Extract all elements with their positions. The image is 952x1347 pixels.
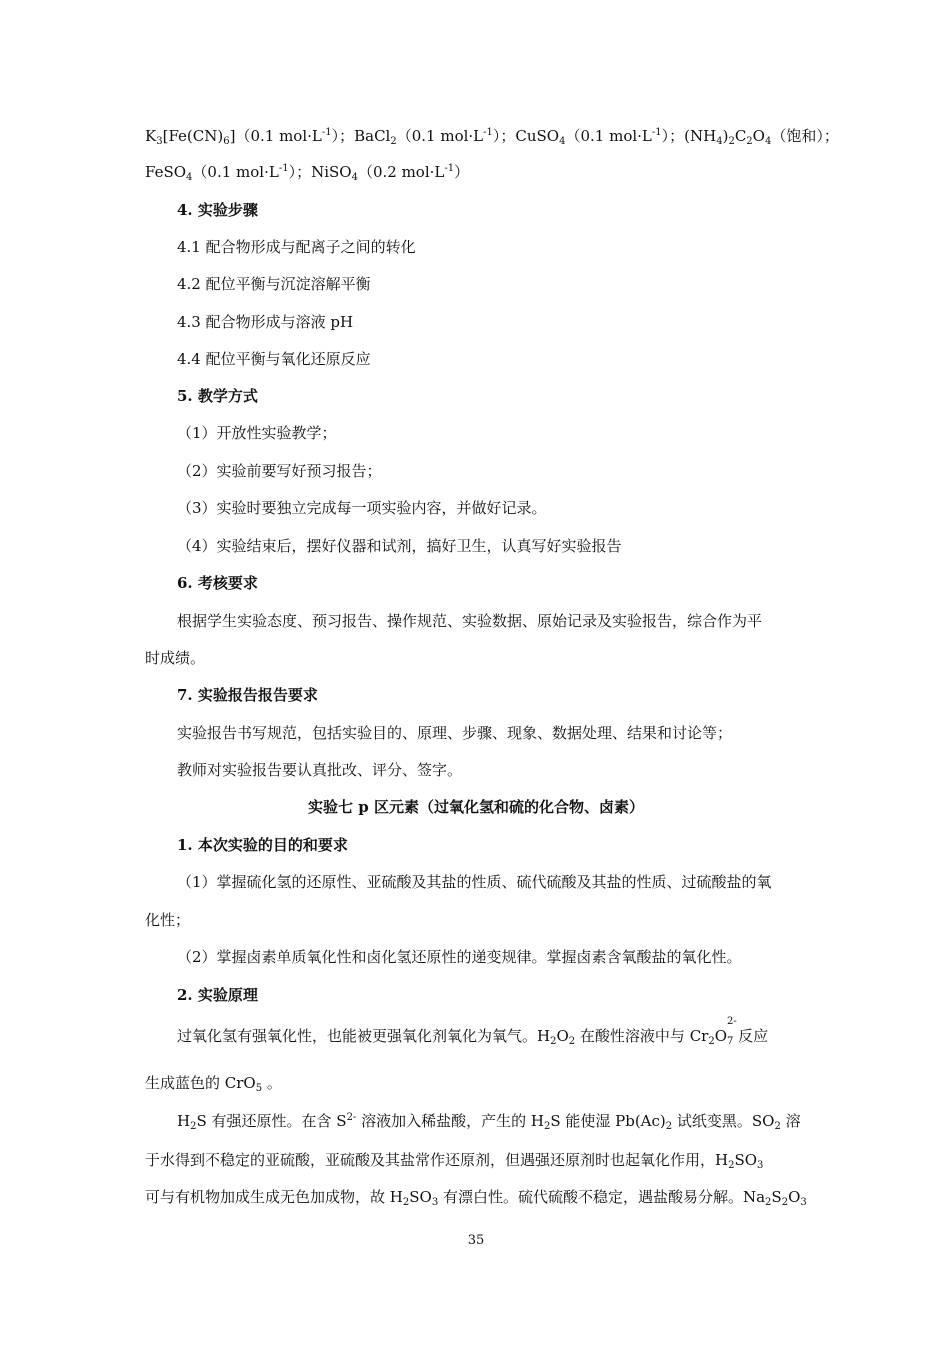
exp7-s1-line-2: 化性；	[145, 911, 191, 929]
exp7-section-1-heading: 1. 本次实验的目的和要求	[177, 836, 348, 854]
exp7-principle-para-2-line-1: $H_2S$ 有强还原性。在含 $S^{2-}$ 溶液加入稀盐酸，产生的 $H_2S$ 能使湿 $Pb(Ac)_2$ 试纸变黑。$SO_2$ 溶	[177, 1112, 801, 1132]
exp7-section-2-heading: 2. 实验原理	[177, 986, 258, 1004]
section-4-item-1: 4.1 配合物形成与配离子之间的转化	[177, 238, 416, 256]
exp7-s1-line-1: （1）掌握硫化氢的还原性、亚硫酸及其盐的性质、硫代硫酸及其盐的性质、过硫酸盐的氧	[177, 873, 772, 891]
reagent-line-2: FeSO$_4$（0.1 $mol\cdot L^{-1}$）；NiSO$_4$（0.2 $mol\cdot L^{-1}$）	[145, 163, 470, 183]
exp7-principle-para-2-line-3: 可与有机物加成生成无色加成物，故 $H_2SO_3$ 有漂白性。硫代硫酸不稳定，遇盐酸易分解。$Na_2S_2O_3$	[145, 1188, 807, 1208]
section-5-item-4: （4）实验结束后，摆好仪器和试剂，搞好卫生，认真写好实验报告	[177, 537, 622, 555]
experiment-7-title: 实验七 p 区元素（过氧化氢和硫的化合物、卤素）	[308, 798, 644, 816]
exp7-s1-line-3: （2）掌握卤素单质氧化性和卤化氢还原性的递变规律。掌握卤素含氧酸盐的氧化性。	[177, 948, 742, 966]
section-5-item-3: （3）实验时要独立完成每一项实验内容，并做好记录。	[177, 499, 547, 517]
section-6-para-line-2: 时成绩。	[145, 649, 206, 667]
section-7-line-1: 实验报告书写规范，包括实验目的、原理、步骤、现象、数据处理、结果和讨论等；	[177, 724, 733, 742]
section-5-item-1: （1）开放性实验教学；	[177, 424, 337, 442]
section-4-item-2: 4.2 配位平衡与沉淀溶解平衡	[177, 275, 371, 293]
section-5-item-2: （2）实验前要写好预习报告；	[177, 462, 382, 480]
section-6-para-line-1: 根据学生实验态度、预习报告、操作规范、实验数据、原始记录及实验报告，综合作为平	[177, 612, 763, 630]
section-7-heading: 7. 实验报告报告要求	[177, 686, 318, 704]
exp7-principle-para-1-line-2: 生成蓝色的 CrO$_5$ 。	[145, 1074, 282, 1094]
section-4-item-4: 4.4 配位平衡与氧化还原反应	[177, 350, 371, 368]
section-4-heading: 4. 实验步骤	[177, 201, 258, 219]
section-5-heading: 5. 教学方式	[177, 387, 258, 405]
reagent-line-1: $K_3[Fe(CN)_6](0.1$ $mol\cdot L^{-1}$）；BaCl$_2$（0.1 $mol\cdot L^{-1}$）；CuSO$_4$（0.1 $mol\cdot L^{-1}$）；$(NH_4)_2C_2O_4$（饱和）；	[145, 127, 839, 147]
section-4-item-3: 4.3 配合物形成与溶液 pH	[177, 313, 354, 331]
section-6-heading: 6. 考核要求	[177, 574, 258, 592]
exp7-principle-para-2-line-2: 于水得到不稳定的亚硫酸，亚硫酸及其盐常作还原剂，但遇强还原剂时也起氧化作用，$H_2SO_3$	[145, 1151, 764, 1171]
section-7-line-2: 教师对实验报告要认真批改、评分、签字。	[177, 761, 463, 779]
page-number: 35	[467, 1233, 485, 1248]
exp7-principle-para-1: 过氧化氢有强氧化性，也能被更强氧化剂氧化为氧气。$H_2O_2$ 在酸性溶液中与 $Cr_2O$ 2- $_7$ 反应	[177, 1016, 769, 1047]
